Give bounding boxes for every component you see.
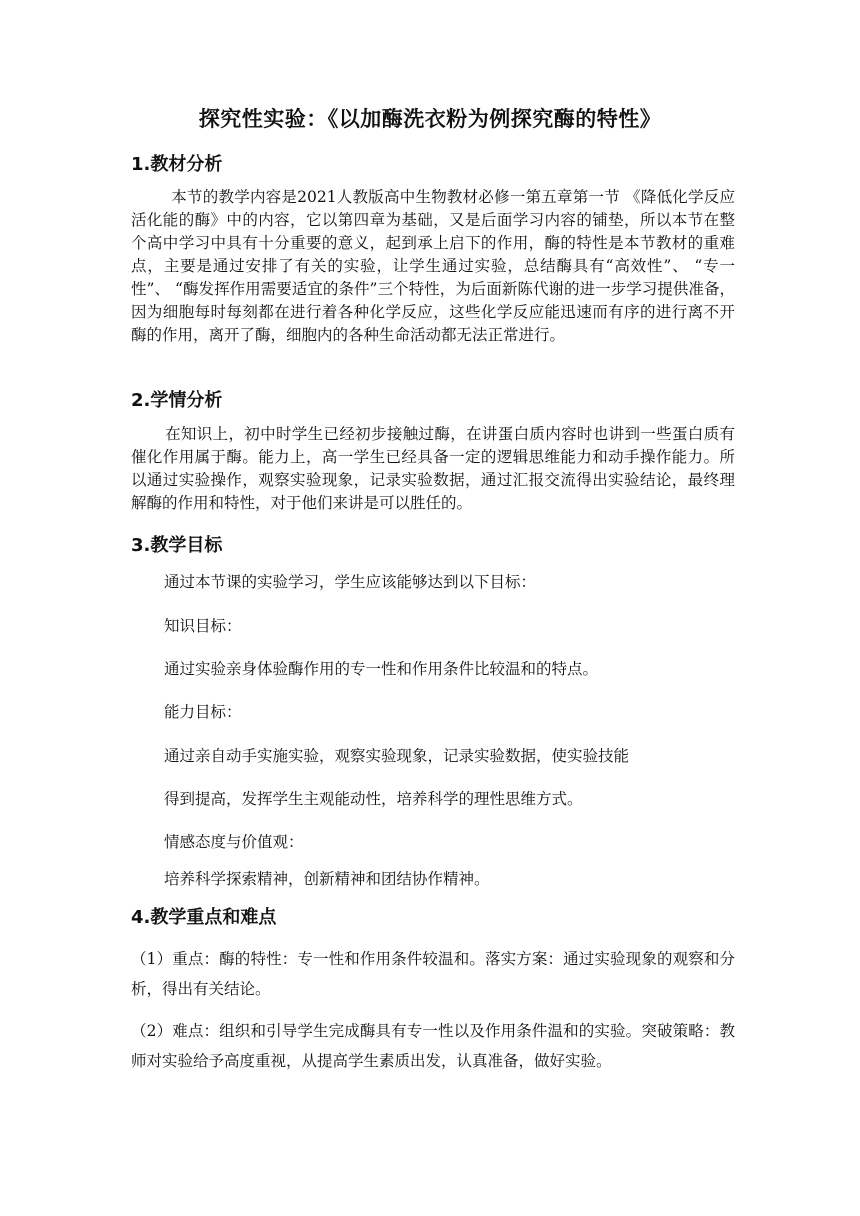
- section-heading-textbook-analysis: 1.教材分析: [131, 154, 223, 175]
- key-point-item: （2）难点：组织和引导学生完成酶具有专一性以及作用条件温和的实验。突破策略：教师对实验给予高度重视，从提高学生素质出发，认真准备，做好实验。: [131, 1022, 735, 1070]
- objective-line: 情感态度与价值观：: [164, 833, 304, 851]
- key-point-item: （1）重点：酶的特性：专一性和作用条件较温和。落实方案：通过实验现象的观察和分析，得出有关结论。: [131, 950, 735, 998]
- objective-line: 通过本节课的实验学习，学生应该能够达到以下目标：: [164, 573, 537, 591]
- objective-line: 培养科学探索精神，创新精神和团结协作精神。: [164, 870, 490, 888]
- objective-line: 能力目标：: [164, 703, 242, 721]
- section-heading-student-analysis: 2.学情分析: [131, 390, 223, 411]
- section-heading-key-points: 4.教学重点和难点: [131, 907, 277, 928]
- section-paragraph-student-analysis: 在知识上，初中时学生已经初步接触过酶，在讲蛋白质内容时也讲到一些蛋白质有催化作用属于酶。能力上，高一学生已经具备一定的逻辑思维能力和动手操作能力。所以通过实验操作，观察实验现象，记录实验数据，通过汇报交流得出实验结论，最终理解酶的作用和特性，对于他们来讲是可以胜任的。: [131, 425, 735, 512]
- objective-line: 通过实验亲身体验酶作用的专一性和作用条件比较温和的特点。: [164, 660, 599, 678]
- objective-line: 通过亲自动手实施实验，观察实验现象，记录实验数据，使实验技能: [164, 747, 630, 765]
- objective-line: 得到提高，发挥学生主观能动性，培养科学的理性思维方式。: [164, 790, 583, 808]
- section-heading-teaching-objectives: 3.教学目标: [131, 535, 223, 556]
- section-paragraph-textbook-analysis: 本节的教学内容是2021人教版高中生物教材必修一第五章第一节 《降低化学反应活化能的酶》中的内容，它以第四章为基础，又是后面学习内容的铺垫，所以本节在整个高中学习中具有十分重要的意义，起到承上启下的作用，酶的特性是本节教材的重难点，主要是通过安排了有关的实验，让学生通过实验，总结酶具有“高效性”、 “专一性”、 “酶发挥作用需要适宜的条件”三个特性，为后面新陈代谢的进一步学习提供准备，因为细胞每时每刻都在进行着各种化学反应，这些化学反应能迅速而有序的进行离不开酶的作用，离开了酶，细胞内的各种生命活动都无法正常进行。: [131, 188, 735, 344]
- objective-line: 知识目标：: [164, 617, 242, 635]
- document-title: 探究性实验：《以加酶洗衣粉为例探究酶的特性》: [198, 107, 662, 131]
